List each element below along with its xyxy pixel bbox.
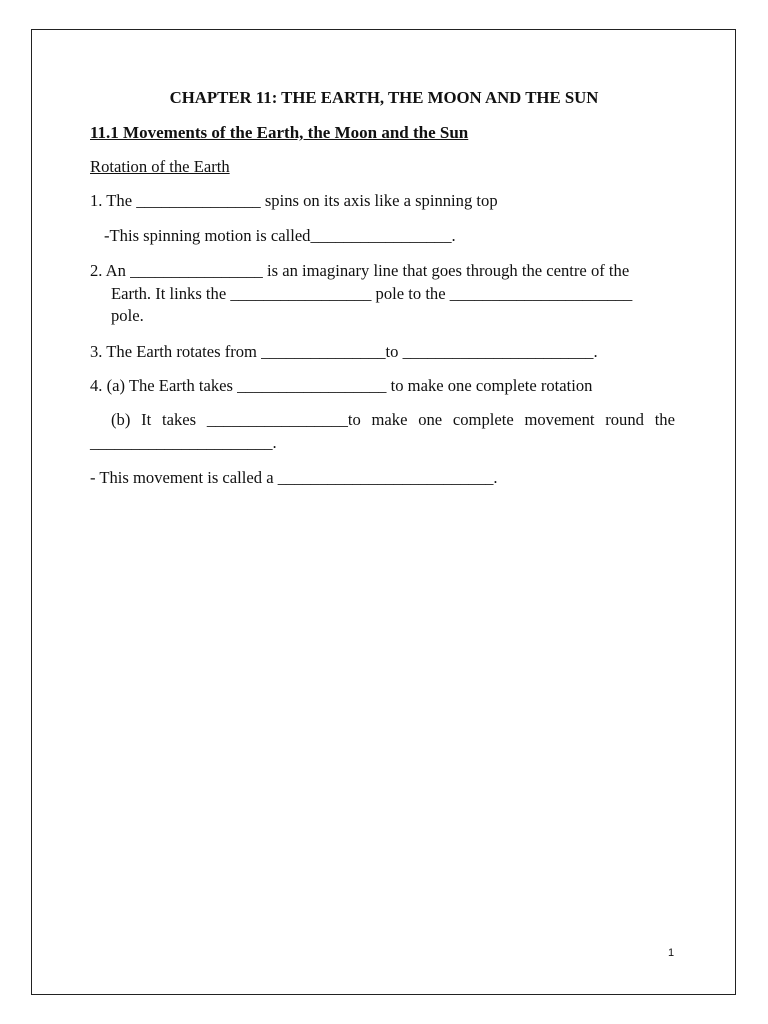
question-4b-word: one [418, 410, 443, 429]
question-3: 3. The Earth rotates from _______________to _______________________. [90, 342, 598, 361]
page-number: 1 [667, 947, 675, 959]
question-2-line-2: Earth. It links the _________________ pole to the ______________________ [111, 284, 633, 303]
question-2-line-3: pole. [111, 306, 144, 325]
question-1: 1. The _______________ spins on its axis like a spinning top [90, 191, 498, 210]
question-4b-word: movement [524, 410, 595, 429]
question-4-note: - This movement is called a __________________________. [90, 468, 498, 487]
question-4a: 4. (a) The Earth takes __________________ to make one complete rotation [90, 376, 593, 395]
question-2-line-1: 2. An ________________ is an imaginary line that goes through the centre of the [90, 261, 630, 280]
chapter-title: CHAPTER 11: THE EARTH, THE MOON AND THE SUN [169, 88, 599, 107]
question-4b-word: (b) [111, 410, 131, 429]
question-4b-word: make [371, 410, 408, 429]
question-4b-line-1 [111, 410, 675, 430]
question-1-note: -This spinning motion is called_________________. [104, 226, 456, 245]
section-heading: 11.1 Movements of the Earth, the Moon and the Sun [90, 123, 469, 142]
question-4b-line-2: ______________________. [90, 433, 277, 452]
question-4b-word: complete [452, 410, 514, 429]
question-4b [111, 410, 675, 430]
question-4b-word: the [654, 410, 675, 429]
question-4b-word: It [141, 410, 152, 429]
question-4b-word: takes [161, 410, 197, 429]
question-4b-word: round [605, 410, 644, 429]
question-4b-word: _________________to [206, 410, 361, 429]
subsection-heading: Rotation of the Earth [90, 157, 230, 176]
